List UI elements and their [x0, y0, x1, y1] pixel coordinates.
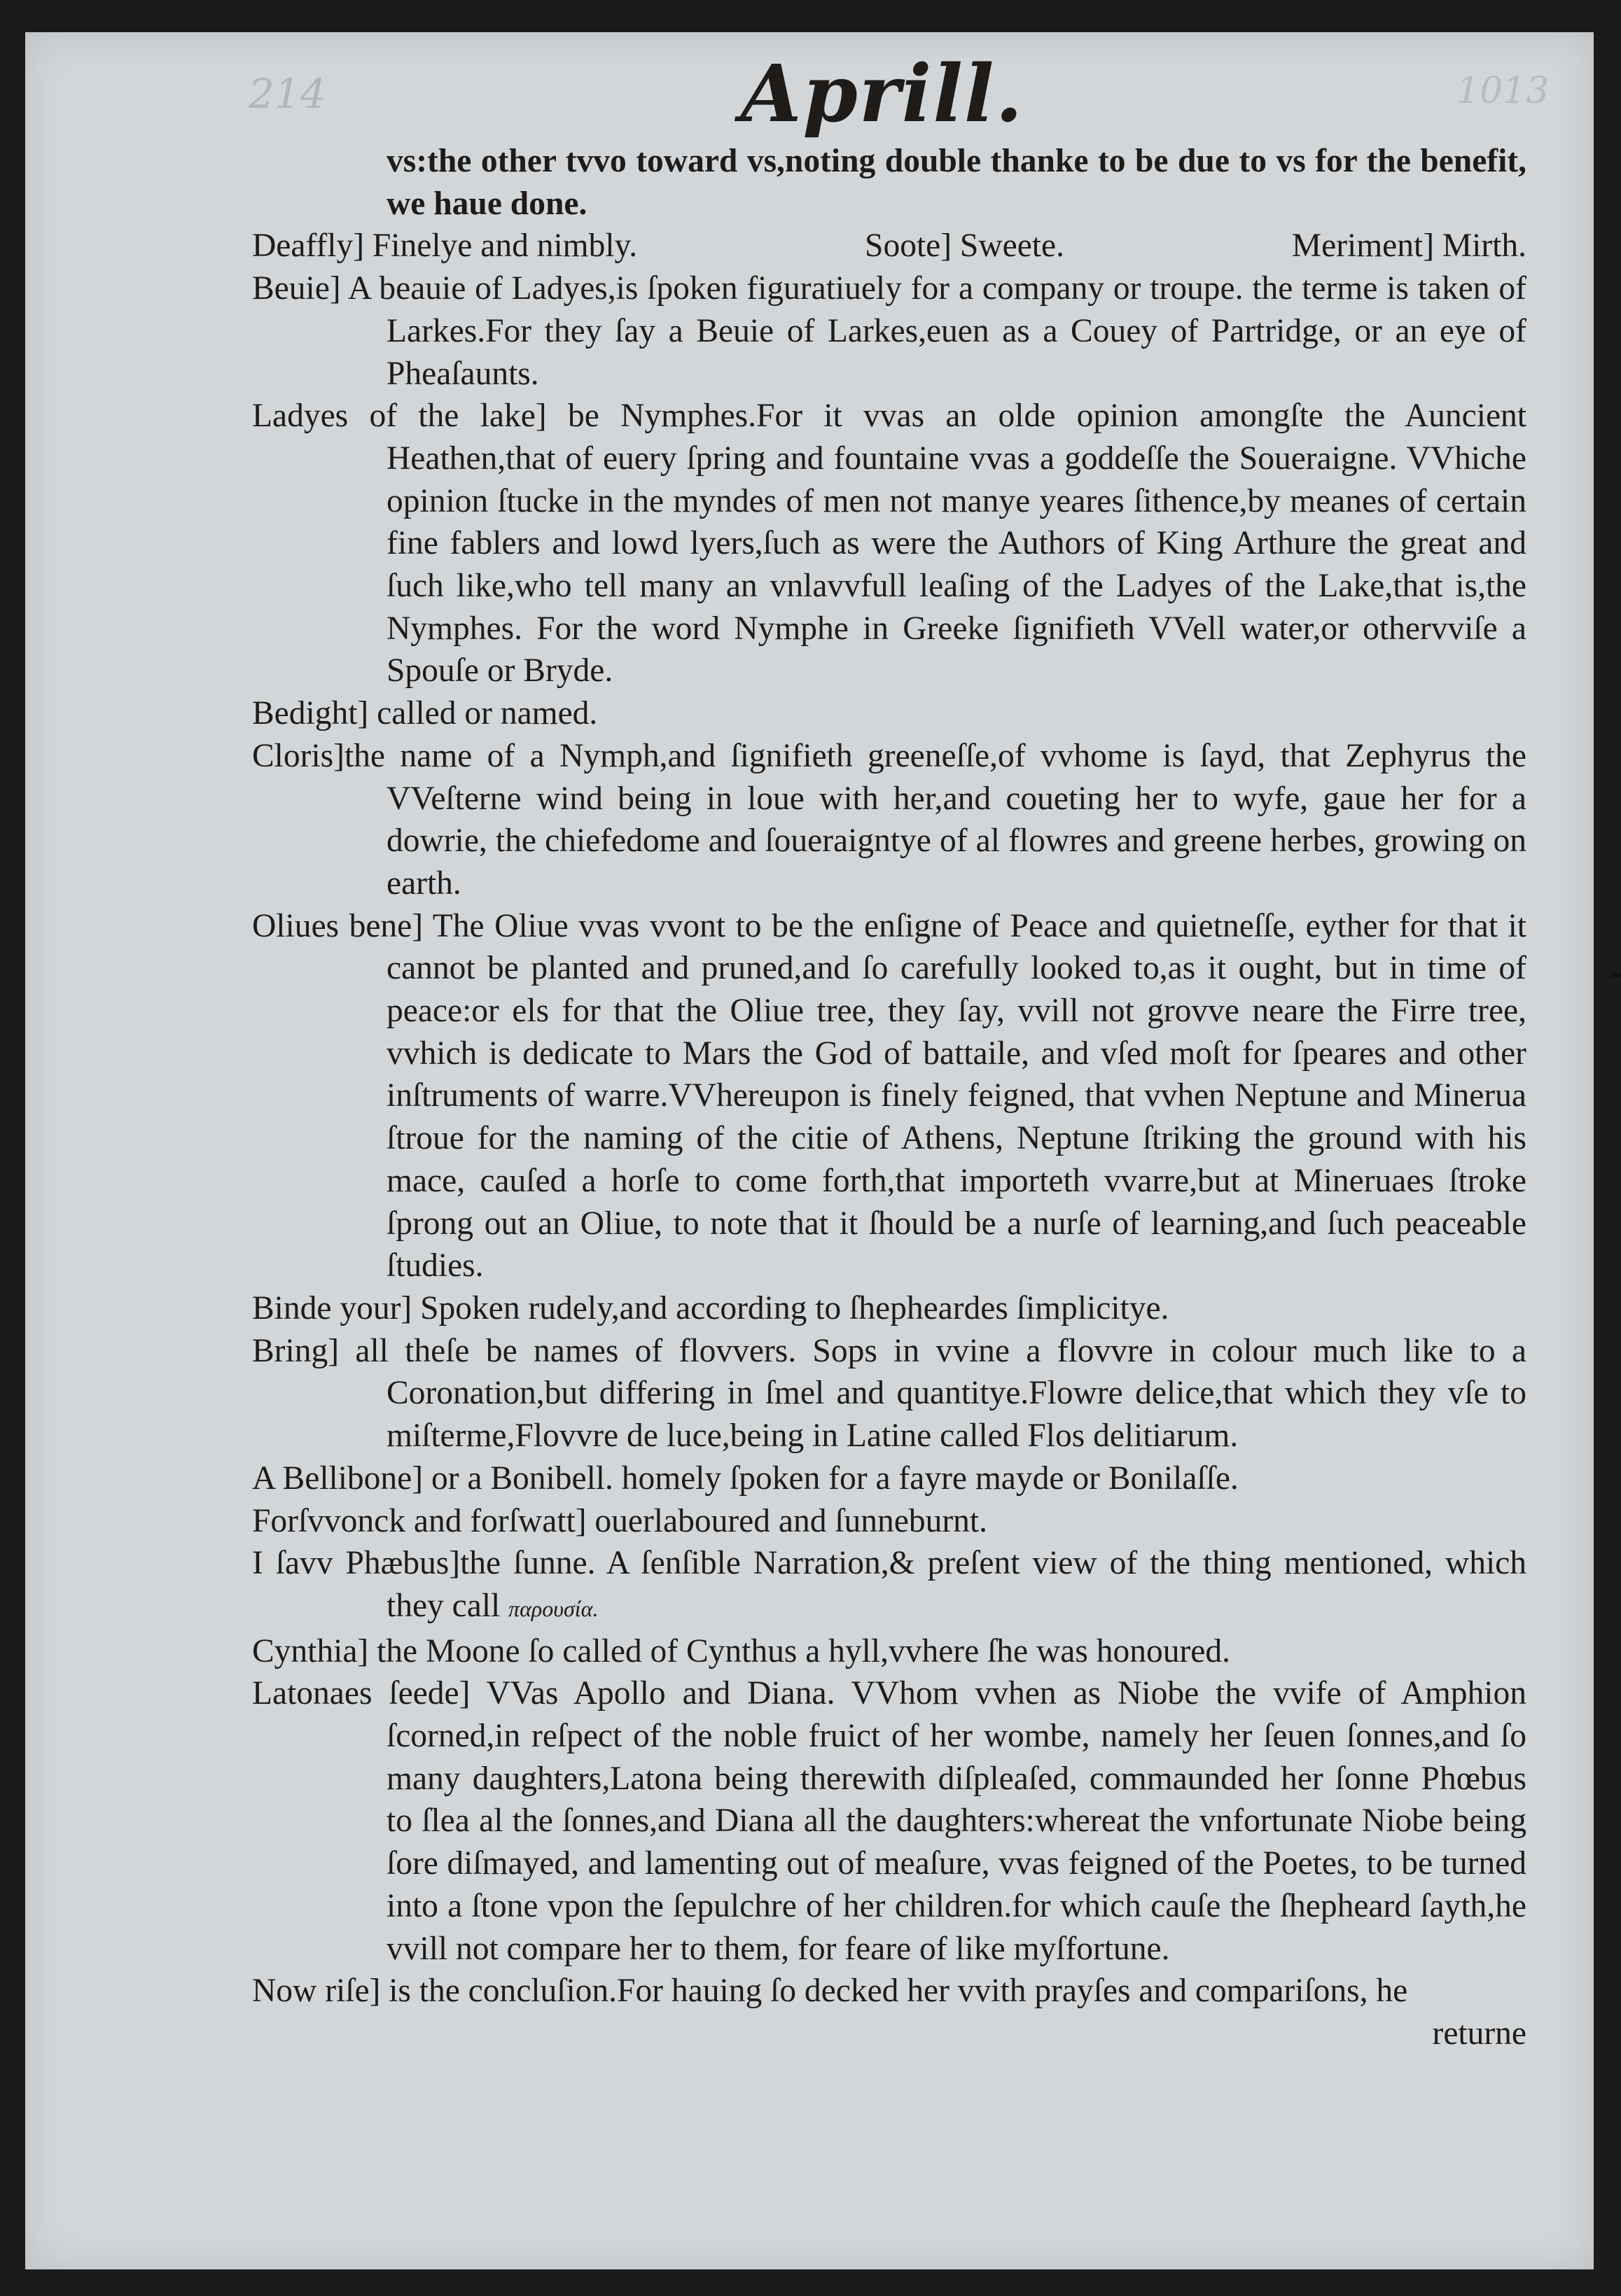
- gloss-term: Cynthia]: [252, 1632, 369, 1670]
- gloss-term: Meriment]: [1291, 227, 1435, 265]
- gloss-term: Ladyes of the lake]: [252, 398, 547, 435]
- page-edge-mark: [1611, 973, 1621, 977]
- gloss-entry: [252, 1672, 1526, 1970]
- gloss-entry: [1292, 225, 1526, 267]
- gloss-term: Latonaes ſeede]: [252, 1675, 471, 1712]
- gloss-body: vs:the other tvvo toward vs,noting double thanke to be due to vs for the benefit, we haue done.: [387, 143, 1526, 222]
- gloss-body: called or named.: [377, 695, 598, 732]
- gloss-body: A beauie of Ladyes,is ſpoken figuratiuely for a company or troupe. the terme is taken of Larkes.For they ſay a Beuie of Larkes,euen as a Couey of Partridge, or an eye of Pheaſaunts.: [347, 270, 1526, 392]
- gloss-body: Mirth.: [1442, 227, 1526, 265]
- gloss-term: Bring]: [252, 1332, 340, 1369]
- gloss-entry: [252, 1500, 1526, 1543]
- gloss-body: ouerlaboured and ſunneburnt.: [594, 1502, 987, 1539]
- gloss-term: Oliues bene]: [252, 907, 424, 944]
- gloss-body: all theſe be names of flovvers. Sops in vvine a flovvre in colour much like to a Coronation,but differing in ſmel and quantitye.Flowre delice,that which they vſe to miſterme,Flovvre de luce,being in Latine called Flos delitiarum.: [355, 1332, 1526, 1455]
- gloss-row: [252, 225, 1526, 267]
- gloss-body: or a Bonibell. homely ſpoken for a fayre mayde or Bonilaſſe.: [431, 1460, 1239, 1497]
- catchword: returne: [1432, 2015, 1526, 2052]
- gloss-term: Binde your]: [252, 1289, 412, 1326]
- gloss-term: Bedight]: [252, 695, 369, 732]
- gloss-body: be Nymphes.For it vvas an olde opinion amongſte the Auncient Heathen,that of euery ſpring and fountaine vvas a goddeſſe the Soueraigne. VVhiche opinion ſtucke in the myndes of men not manye yeares ſithence,by meanes of certain fine fablers and lowd lyers,ſuch as were the Authors of King Arthure the great and ſuch like,who tell many an vnlavvfull leaſing of the Ladyes of the Lake,that is,the Nymphes. For the word Nymphe in Greeke ſignifieth VVell water,or othervviſe a Spouſe or Bryde.: [387, 398, 1526, 690]
- running-head: Aprill.: [740, 48, 1024, 140]
- gloss-entry: [865, 225, 1064, 267]
- gloss-body: VVas Apollo and Diana. VVhom vvhen as Niobe the vvife of Amphion ſcorned,in reſpect of the noble fruict of her wombe, namely her ſeuen ſonnes,and ſo many daughters,Latona being therewith diſpleaſed, commaunded her ſonne Phœbus to ſlea al the ſonnes,and Diana all the daughters:whereat the vnfortunate Niobe being ſore diſmayed, and lamenting out of meaſure, vvas feigned of the Poetes, to be turned into a ſtone vpon the ſepulchre of her children.for which cauſe the ſhepheard ſayth,he vvill not compare her to them, for feare of like myſfortune.: [387, 1675, 1526, 1967]
- gloss-entry: [252, 1970, 1526, 2012]
- gloss-term: Deaffly]: [252, 227, 365, 265]
- gloss-term: Forſvvonck and forſwatt]: [252, 1502, 587, 1539]
- faded-page-mark: 214: [249, 70, 326, 118]
- gloss-body: is the concluſion.For hauing ſo decked her vvith prayſes and compariſons, he: [389, 1973, 1408, 2010]
- greek-word: παρουσία.: [508, 1595, 599, 1621]
- gloss-text: [252, 140, 1526, 2055]
- gloss-entry: [252, 1287, 1526, 1330]
- gloss-term: I ſavv Phæbus]: [252, 1545, 461, 1582]
- gloss-entry: [252, 1542, 1526, 1630]
- gloss-body: Spoken rudely,and according to ſhepheardes ſimplicitye.: [420, 1289, 1169, 1326]
- gloss-term: Now riſe]: [252, 1973, 381, 2010]
- gloss-entry: [252, 1330, 1526, 1457]
- gloss-entry: [252, 1457, 1526, 1500]
- faded-page-mark: 1013: [1456, 70, 1550, 112]
- gloss-term: Soote]: [865, 227, 952, 265]
- gloss-entry: [252, 225, 637, 267]
- gloss-body: the name of a Nymph,and ſignifieth greeneſſe,of vvhome is ſayd, that Zephyrus the VVeſterne wind being in loue with her,and coueting her to wyfe, gaue her for a dowrie, the chiefedome and ſoueraigntye of al flowres and greene herbes, growing on earth.: [344, 737, 1526, 902]
- gloss-term: Beuie]: [252, 270, 341, 307]
- gloss-body: Finelye and nimbly.: [372, 227, 638, 265]
- gloss-body: Sweete.: [959, 227, 1064, 265]
- gloss-entry: [252, 140, 1526, 225]
- gloss-term: Cloris]: [252, 737, 345, 774]
- gloss-entry: [252, 267, 1526, 395]
- gloss-entry: [252, 692, 1526, 735]
- gloss-body: the ſunne. A ſenſible Narration,& preſent view of the thing mentioned, which they call: [387, 1545, 1527, 1624]
- gloss-body: The Oliue vvas vvont to be the enſigne of Peace and quietneſſe, eyther for that it cannot be planted and pruned,and ſo carefully looked to,as it ought, but in time of peace:or els for that the Oliue tree, they ſay, vvill not grovve neare the Firre tree, vvhich is dedicate to Mars the God of battaile, and vſed moſt for ſpeares and other inſtruments of warre.VVhereupon is finely feigned, that vvhen Neptune and Minerua ſtroue for the naming of the citie of Athens, Neptune ſtriking the ground with his mace, cauſed a horſe to come forth,that importeth vvarre,but at Mineruaes ſtroke ſprong out an Oliue, to note that it ſhould be a nurſe of learning,and ſuch peaceable ſtudies.: [387, 907, 1527, 1284]
- gloss-entry: [252, 395, 1526, 692]
- gloss-entry: [252, 1630, 1526, 1673]
- gloss-entry: [252, 905, 1526, 1287]
- gloss-entry: [252, 735, 1526, 905]
- gloss-body: the Moone ſo called of Cynthus a hyll,vvhere ſhe was honoured.: [377, 1632, 1230, 1670]
- gloss-term: A Bellibone]: [252, 1460, 424, 1497]
